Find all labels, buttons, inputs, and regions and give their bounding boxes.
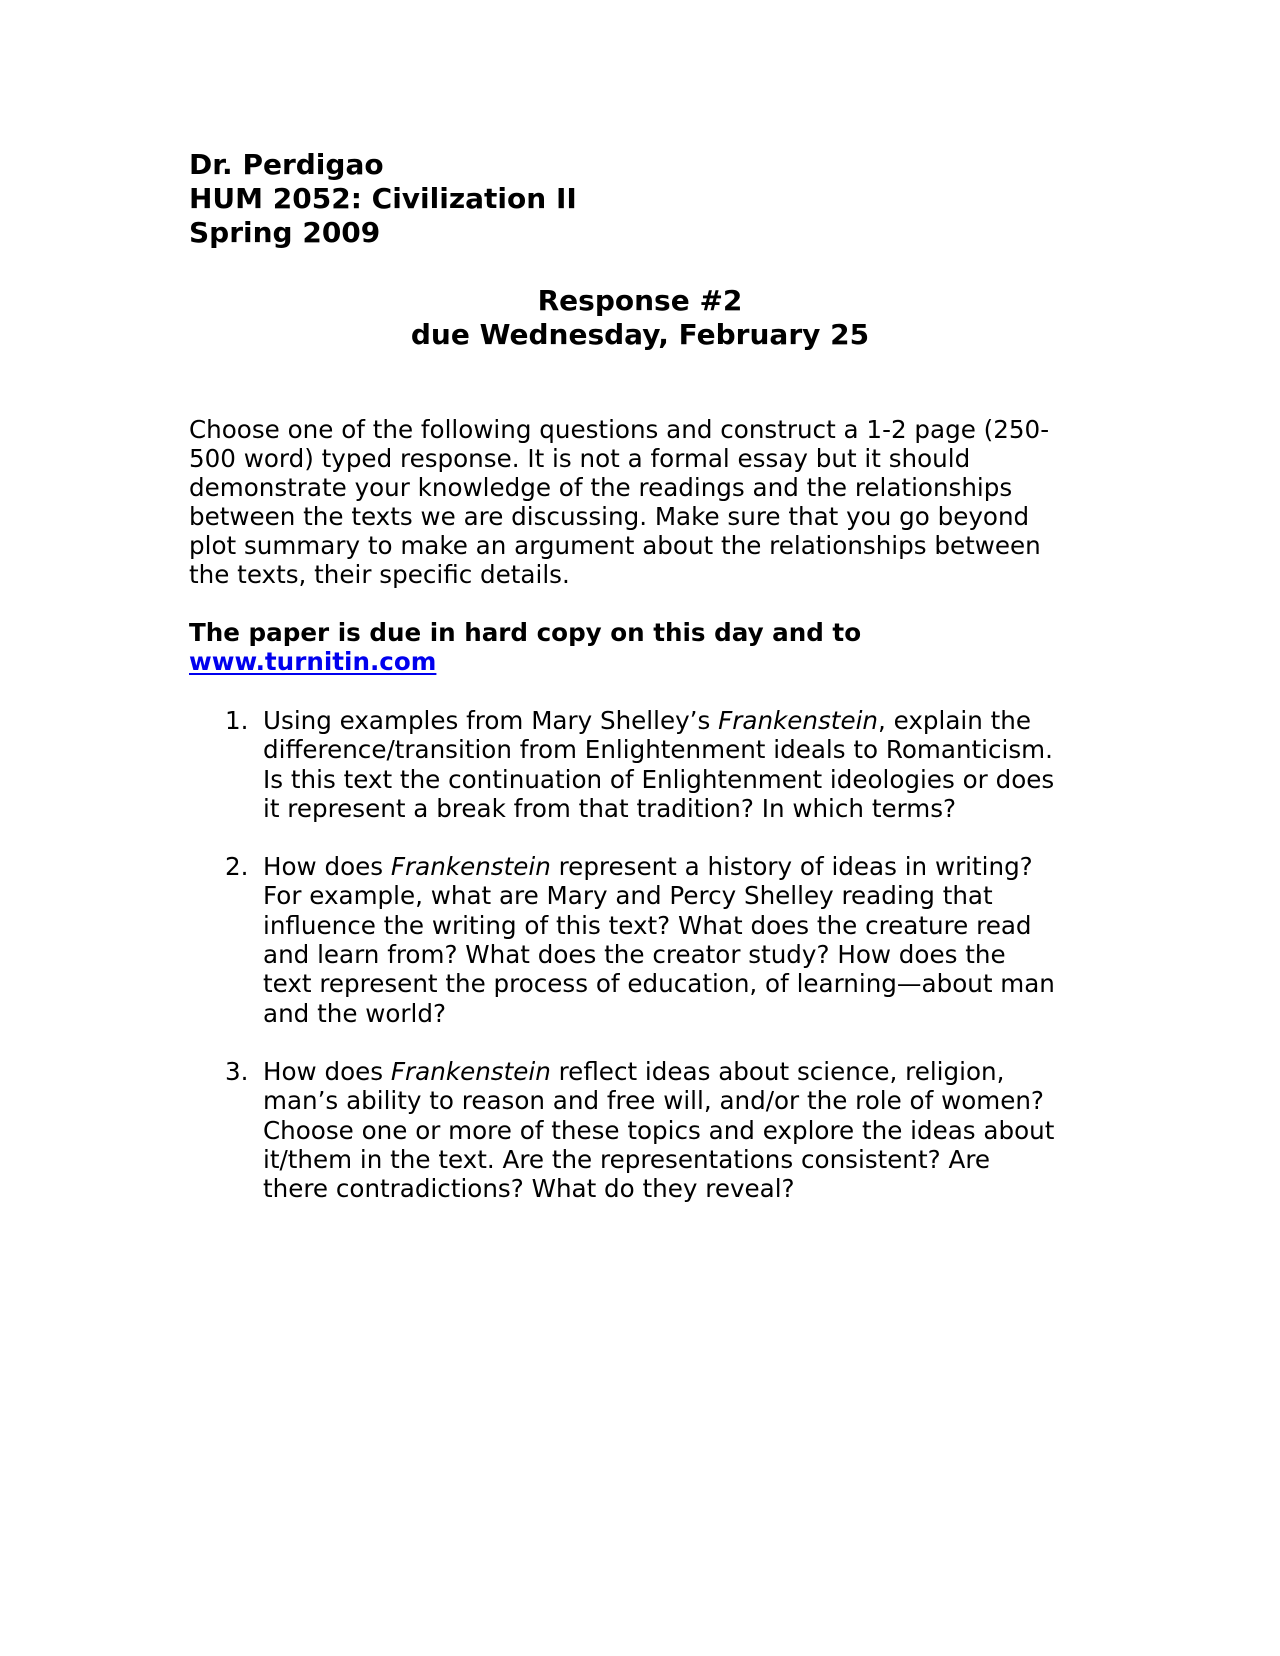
question-text: reflect ideas about science, religion,: [550, 1056, 1005, 1086]
question-line: and the world?: [263, 998, 447, 1028]
assignment-title-block: [0, 284, 1280, 352]
instructions-line: Choose one of the following questions and construct a 1-2 page (250-: [189, 415, 1050, 444]
question-list: [189, 706, 1089, 1232]
question-line: man’s ability to reason and free will, and/or the role of women?: [263, 1086, 1044, 1116]
question-line: difference/transition from Enlightenment ideals to Romanticism.: [263, 735, 1053, 765]
question-line: For example, what are Mary and Percy Shelley reading that: [263, 881, 993, 911]
course-title: HUM 2052: Civilization II: [189, 182, 577, 215]
instructions-line: plot summary to make an argument about the relationships between: [189, 531, 1041, 560]
question-text: How does: [263, 1056, 391, 1086]
question-line: and learn from? What does the creator study? How does the: [263, 940, 1006, 970]
instructions-paragraph: [189, 415, 1079, 589]
instructor-name: Dr. Perdigao: [189, 148, 384, 181]
question-text: How does: [263, 852, 391, 882]
turnitin-link[interactable]: www.turnitin.com: [189, 647, 437, 676]
question-line: it/them in the text. Are the representations consistent? Are: [263, 1144, 991, 1174]
question-line: there contradictions? What do they reveal?: [263, 1174, 795, 1204]
instructions-line: 500 word) typed response. It is not a formal essay but it should: [189, 444, 971, 473]
question-item: [189, 706, 1089, 823]
question-item: [189, 852, 1089, 1028]
question-line: [263, 706, 1089, 735]
instructions-line: the texts, their specific details.: [189, 560, 570, 589]
question-line: Is this text the continuation of Enlightenment ideologies or does: [263, 764, 1055, 794]
question-text: , explain the: [878, 706, 1032, 735]
submission-note-text: The paper is due in hard copy on this day and to: [189, 618, 862, 647]
assignment-title: Response #2: [537, 284, 743, 317]
instructions-line: between the texts we are discussing. Make sure that you go beyond: [189, 502, 1030, 531]
question-line: [263, 1057, 1089, 1086]
question-number: 1.: [225, 706, 249, 735]
question-item: [189, 1057, 1089, 1203]
question-text: Using examples from Mary Shelley’s: [263, 706, 719, 735]
question-line: text represent the process of education, of learning—about man: [263, 969, 1055, 999]
instructions-line: demonstrate your knowledge of the readings and the relationships: [189, 473, 1013, 502]
book-title: Frankenstein: [390, 852, 551, 882]
question-number: 2.: [225, 852, 249, 882]
question-line: it represent a break from that tradition? In which terms?: [263, 793, 957, 823]
question-line: influence the writing of this text? What does the creature read: [263, 910, 1032, 940]
question-number: 3.: [225, 1056, 249, 1086]
question-text: represent a history of ideas in writing?: [550, 852, 1033, 882]
book-title: Frankenstein: [718, 706, 878, 735]
question-line: Choose one or more of these topics and explore the ideas about: [263, 1115, 1055, 1145]
submission-note: [189, 618, 1079, 676]
term: Spring 2009: [189, 216, 381, 249]
due-date: due Wednesday, February 25: [410, 318, 870, 351]
course-header: [189, 148, 577, 250]
question-line: [263, 852, 1089, 881]
book-title: Frankenstein: [390, 1056, 551, 1086]
